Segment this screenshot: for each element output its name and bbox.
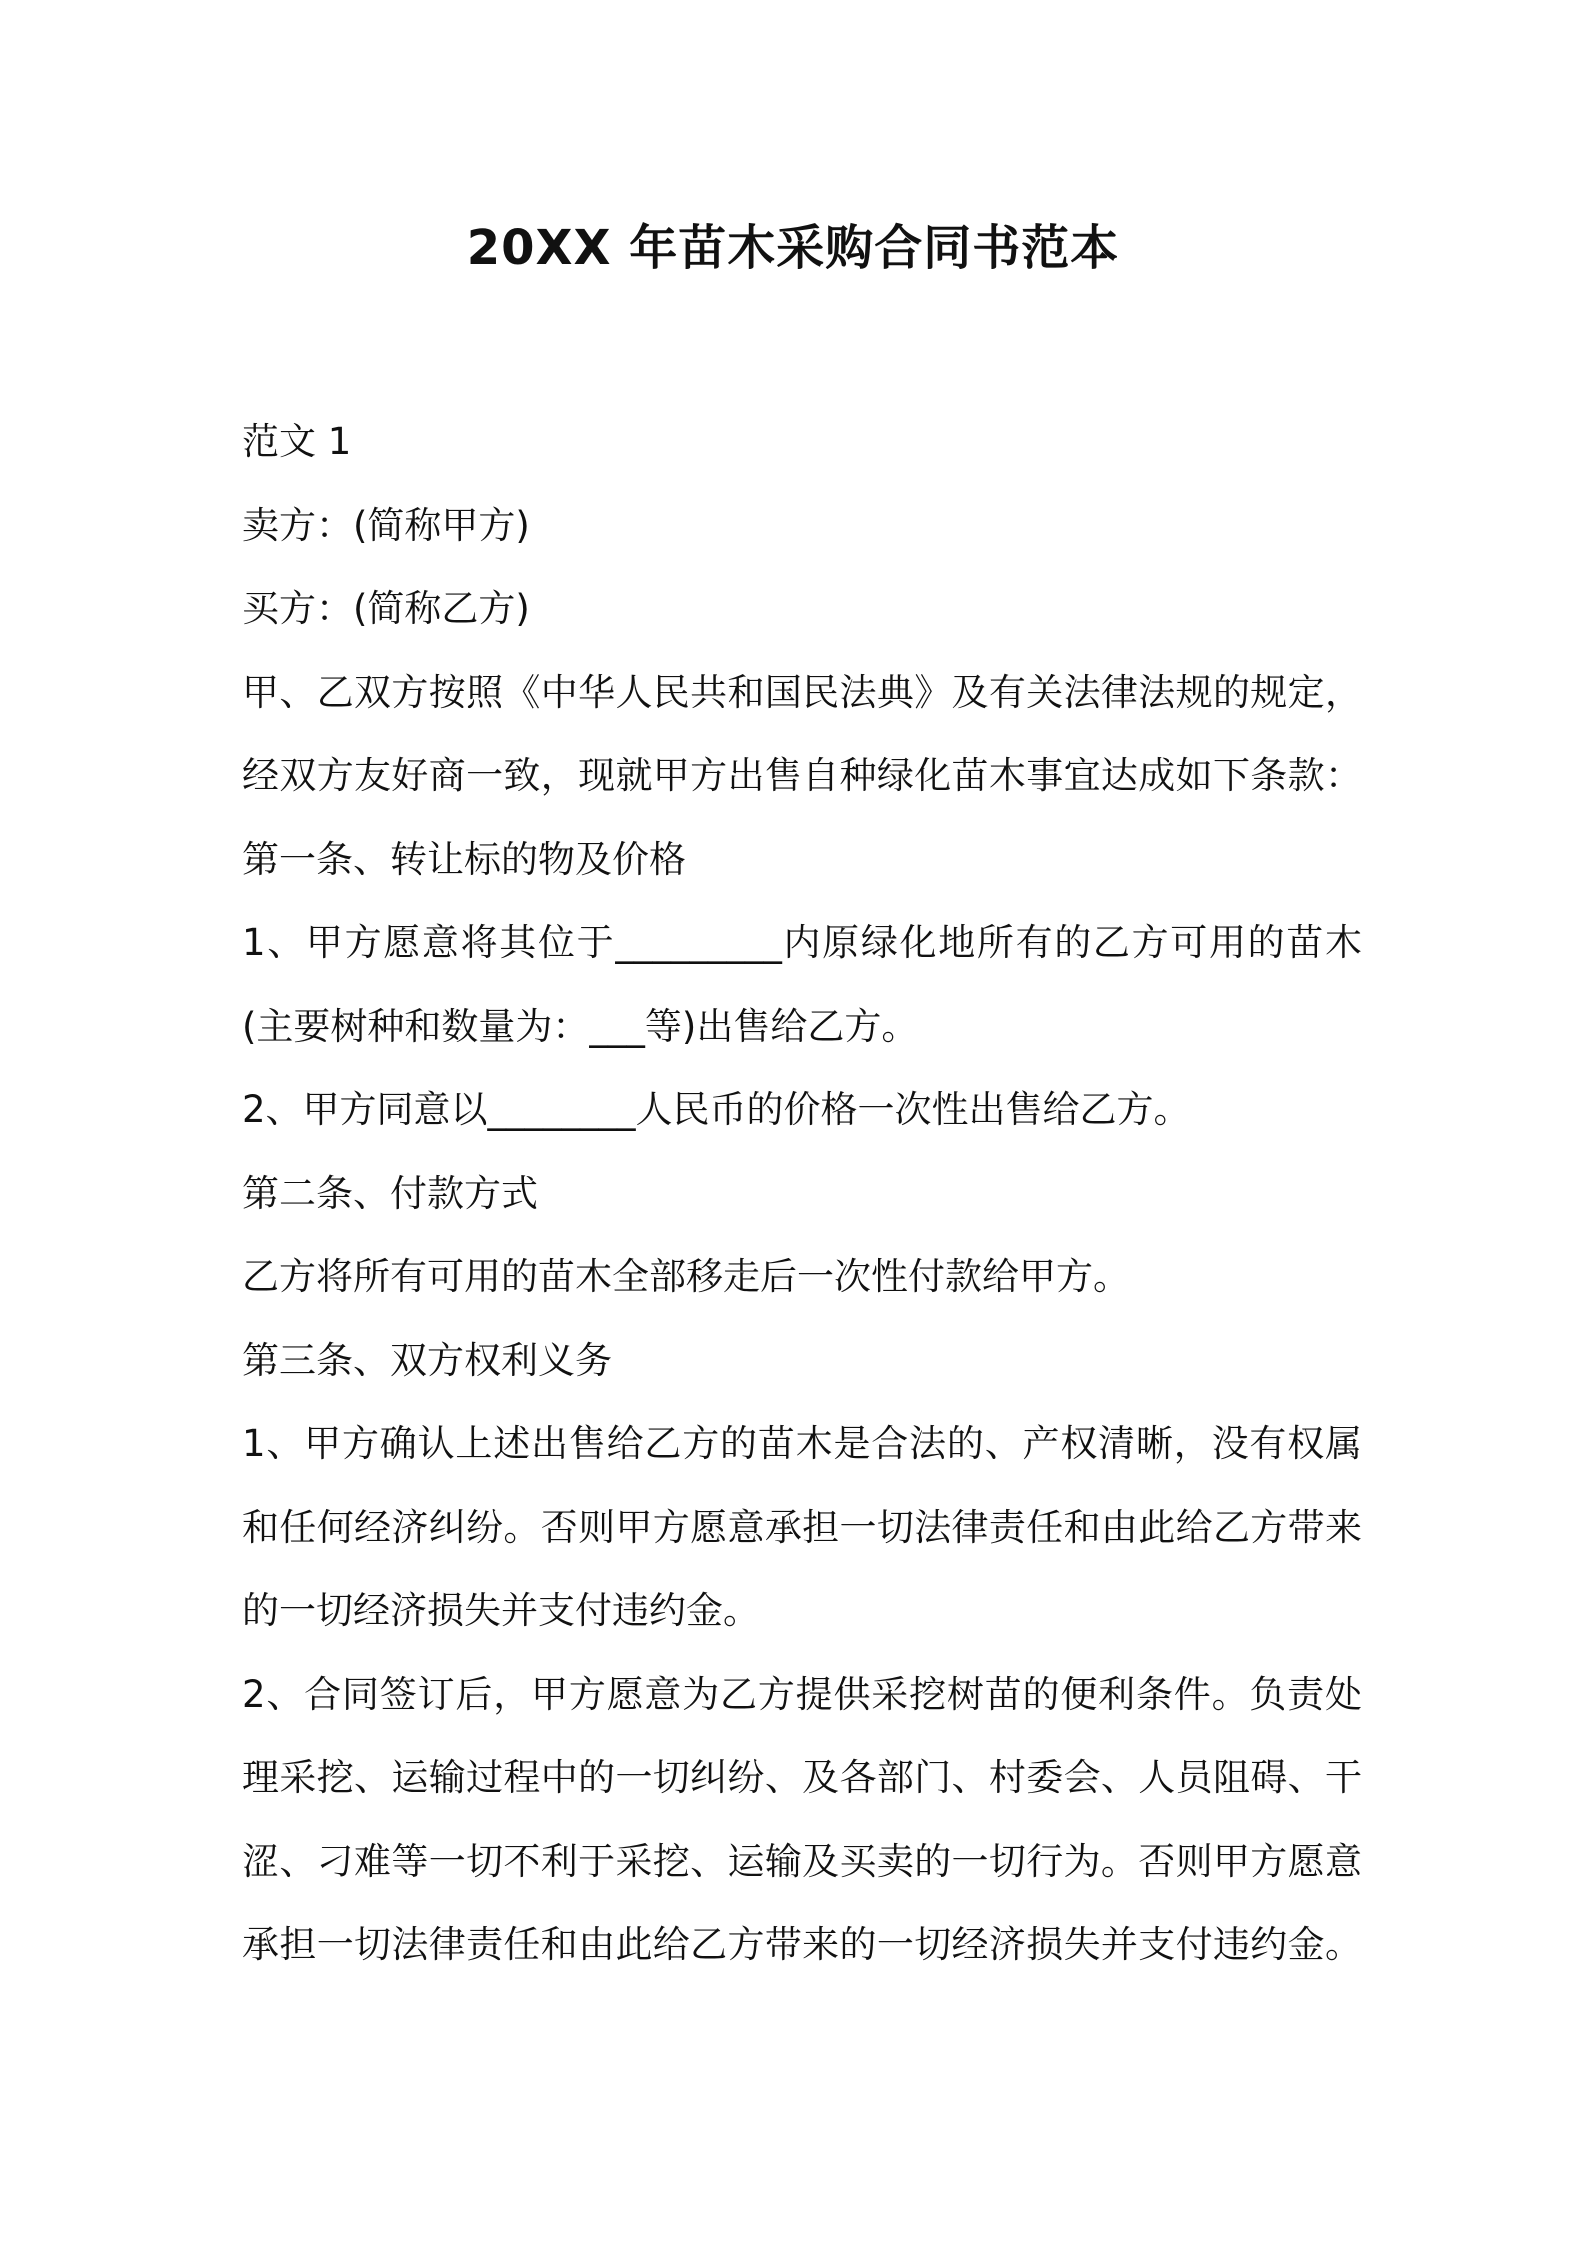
article-2-text: 乙方将所有可用的苗木全部移走后一次性付款给甲方。 xyxy=(242,1255,1130,1298)
article-2-heading: 第二条、付款方式 xyxy=(242,1171,538,1215)
buyer-line: 买方：(简称乙方) xyxy=(242,587,530,630)
article-1-clause-2: 2、甲方同意以________人民币的价格一次性出售给乙方。 xyxy=(242,1088,1191,1131)
article-3-clause-2-cont: 理采挖、运输过程中的一切纠纷、及各部门、村委会、人员阻碍、干 xyxy=(242,1756,1362,1799)
article-3-clause-1-cont: 的一切经济损失并支付违约金。 xyxy=(242,1589,760,1632)
article-3-clause-1-cont: 和任何经济纠纷。否则甲方愿意承担一切法律责任和由此给乙方带来 xyxy=(242,1505,1362,1549)
document-body xyxy=(242,400,1362,1987)
document-title: 20XX 年苗木采购合同书范本 xyxy=(466,220,1120,276)
preamble-line: 甲、乙双方按照《中华人民共和国民法典》及有关法律法规的规定， xyxy=(242,670,1362,714)
article-1-clause-1-cont: (主要树种和数量为：___等)出售给乙方。 xyxy=(242,1004,919,1048)
article-3-clause-2-cont: 涩、刁难等一切不利于采挖、运输及买卖的一切行为。否则甲方愿意 xyxy=(242,1839,1362,1883)
article-3-clause-2: 2、合同签订后，甲方愿意为乙方提供采挖树苗的便利条件。负责处 xyxy=(242,1672,1362,1716)
article-3-heading: 第三条、双方权利义务 xyxy=(242,1338,612,1382)
preamble-line: 经双方友好商一致，现就甲方出售自种绿化苗木事宜达成如下条款： xyxy=(242,754,1362,797)
seller-line: 卖方：(简称甲方) xyxy=(242,503,530,547)
article-1-heading: 第一条、转让标的物及价格 xyxy=(242,837,686,881)
article-3-clause-1: 1、甲方确认上述出售给乙方的苗木是合法的、产权清晰，没有权属 xyxy=(242,1422,1362,1465)
article-3-clause-2-cont: 承担一切法律责任和由此给乙方带来的一切经济损失并支付违约金。 xyxy=(242,1923,1362,1966)
article-1-clause-1: 1、甲方愿意将其位于_________内原绿化地所有的乙方可用的苗木 xyxy=(242,921,1362,964)
sample-heading: 范文 1 xyxy=(242,420,352,463)
